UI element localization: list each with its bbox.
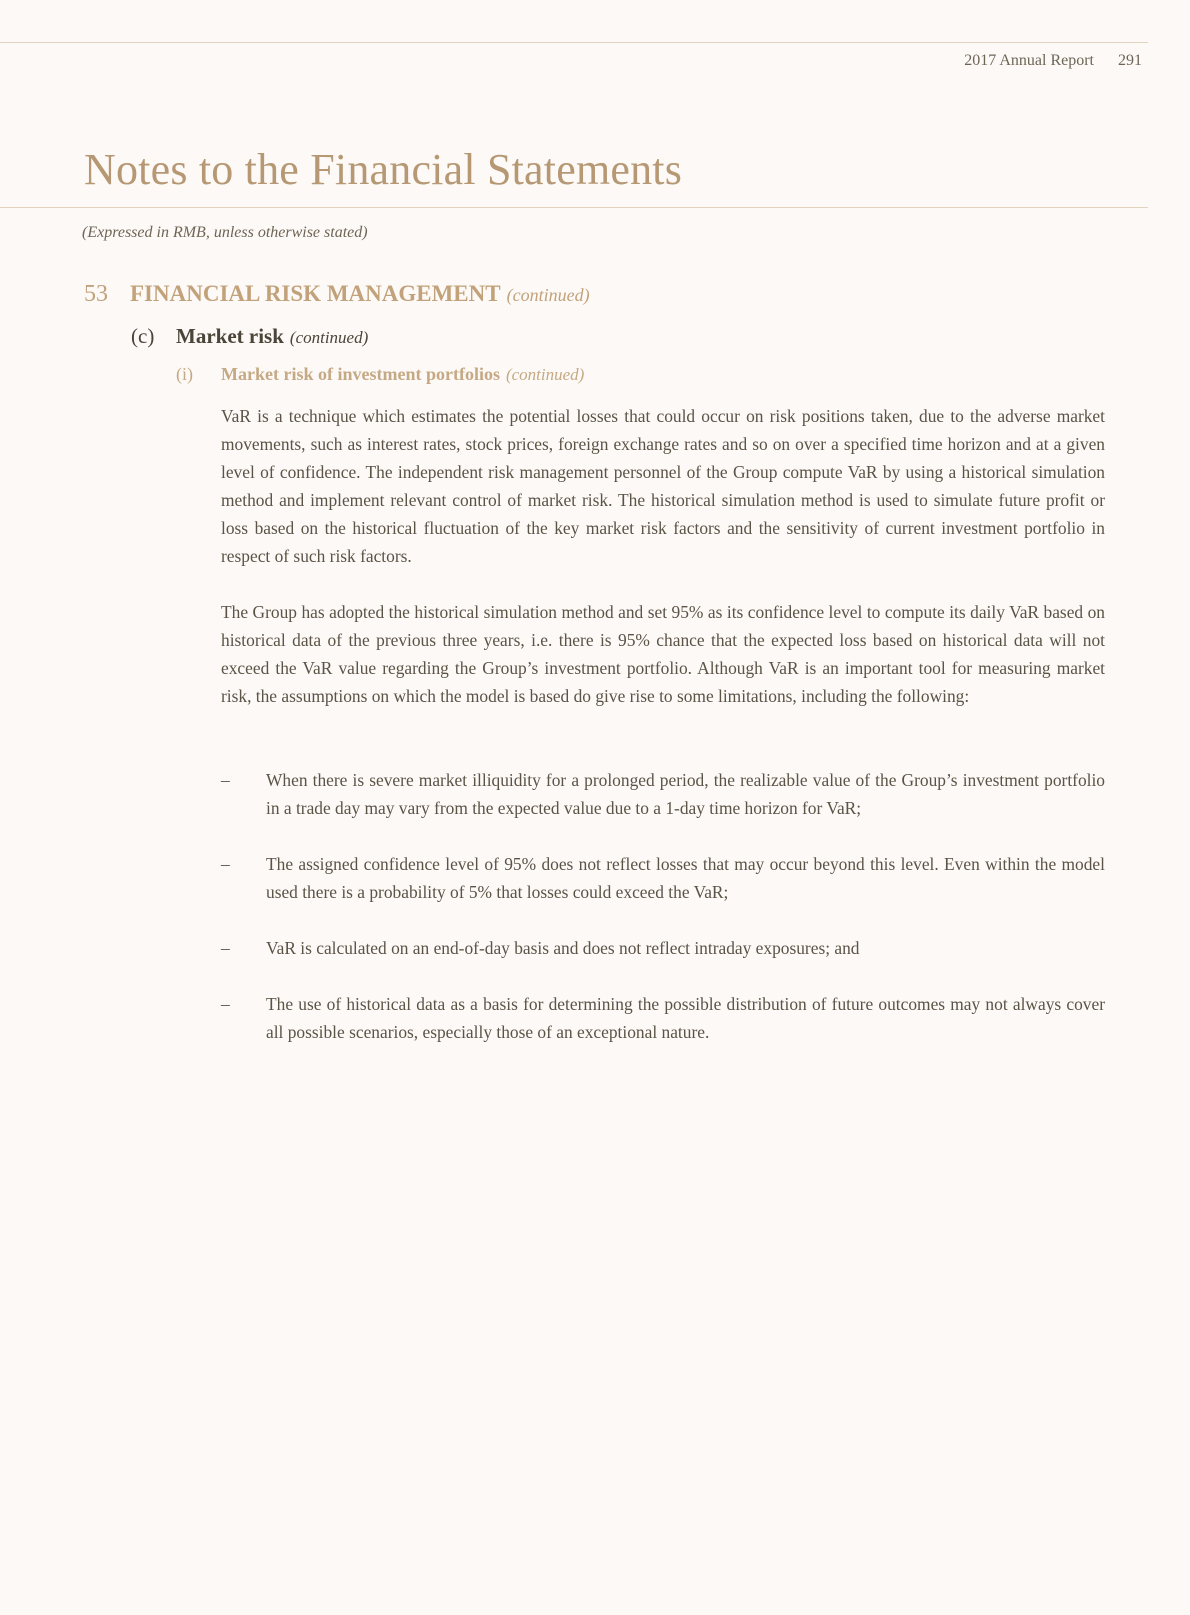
bullet-dash: – <box>221 854 230 874</box>
subsection-number: (c) <box>131 324 155 348</box>
subsection-continued: (continued) <box>289 328 369 347</box>
list-item <box>221 934 1105 962</box>
page-title: Notes to the Financial Statements <box>84 145 683 194</box>
header-divider <box>0 42 1148 43</box>
list-item <box>221 990 1105 1046</box>
currency-note: (Expressed in RMB, unless otherwise stated) <box>82 224 368 241</box>
report-label: 2017 Annual Report <box>964 52 1094 69</box>
page-header <box>964 52 1142 70</box>
section-continued: (continued) <box>506 285 590 305</box>
paragraph-var-definition: VaR is a technique which estimates the potential losses that could occur on risk positions taken, due to the adverse market movements, such as interest rates, stock prices, foreign exchange rates and so on over a specified time horizon and at a given level of confidence. The independent risk management personnel of the Group compute VaR by using a historical simulation method and implement relevant control of market risk. The historical simulation method is used to simulate future profit or loss based on the historical fluctuation of the key market risk factors and the sensitivity of current investment portfolio in respect of such risk factors. <box>221 406 1105 566</box>
bullet-dash: – <box>221 770 230 790</box>
list-item <box>221 850 1105 906</box>
subsubsection-number: (i) <box>176 364 193 384</box>
page-number: 291 <box>1118 52 1142 69</box>
list-item <box>221 766 1105 822</box>
subsubsection-continued: (continued) <box>505 365 585 384</box>
list-item-text: The assigned confidence level of 95% does not reflect losses that may occur beyond this level. Even within the model used there is a probability of 5% that losses could exceed the VaR; <box>266 854 1105 902</box>
section-title: FINANCIAL RISK MANAGEMENT <box>130 281 501 306</box>
list-item-text: VaR is calculated on an end-of-day basis and does not reflect intraday exposures; and <box>266 938 860 958</box>
subsection-heading <box>131 324 368 349</box>
section-number: 53 <box>84 281 108 307</box>
subsubsection-title: Market risk of investment portfolios <box>221 364 500 384</box>
title-divider <box>0 207 1148 208</box>
paragraph-var-method: The Group has adopted the historical simulation method and set 95% as its confidence level to compute its daily VaR based on historical data of the previous three years, i.e. there is 95% chance that the expected loss based on historical data will not exceed the VaR value regarding the Group’s investment portfolio. Although VaR is an important tool for measuring market risk, the assumptions on which the model is based do give rise to some limitations, including the following: <box>221 602 1105 706</box>
bullet-dash: – <box>221 994 230 1014</box>
bullet-dash: – <box>221 938 230 958</box>
subsubsection-heading <box>176 364 584 385</box>
list-item-text: When there is severe market illiquidity for a prolonged period, the realizable value of the Group’s investment portfolio in a trade day may vary from the expected value due to a 1-day time horizon for VaR; <box>266 770 1105 818</box>
section-heading <box>84 281 590 308</box>
list-item-text: The use of historical data as a basis for determining the possible distribution of future outcomes may not always cover all possible scenarios, especially those of an exceptional nature. <box>266 994 1105 1042</box>
subsection-title: Market risk <box>176 324 284 348</box>
